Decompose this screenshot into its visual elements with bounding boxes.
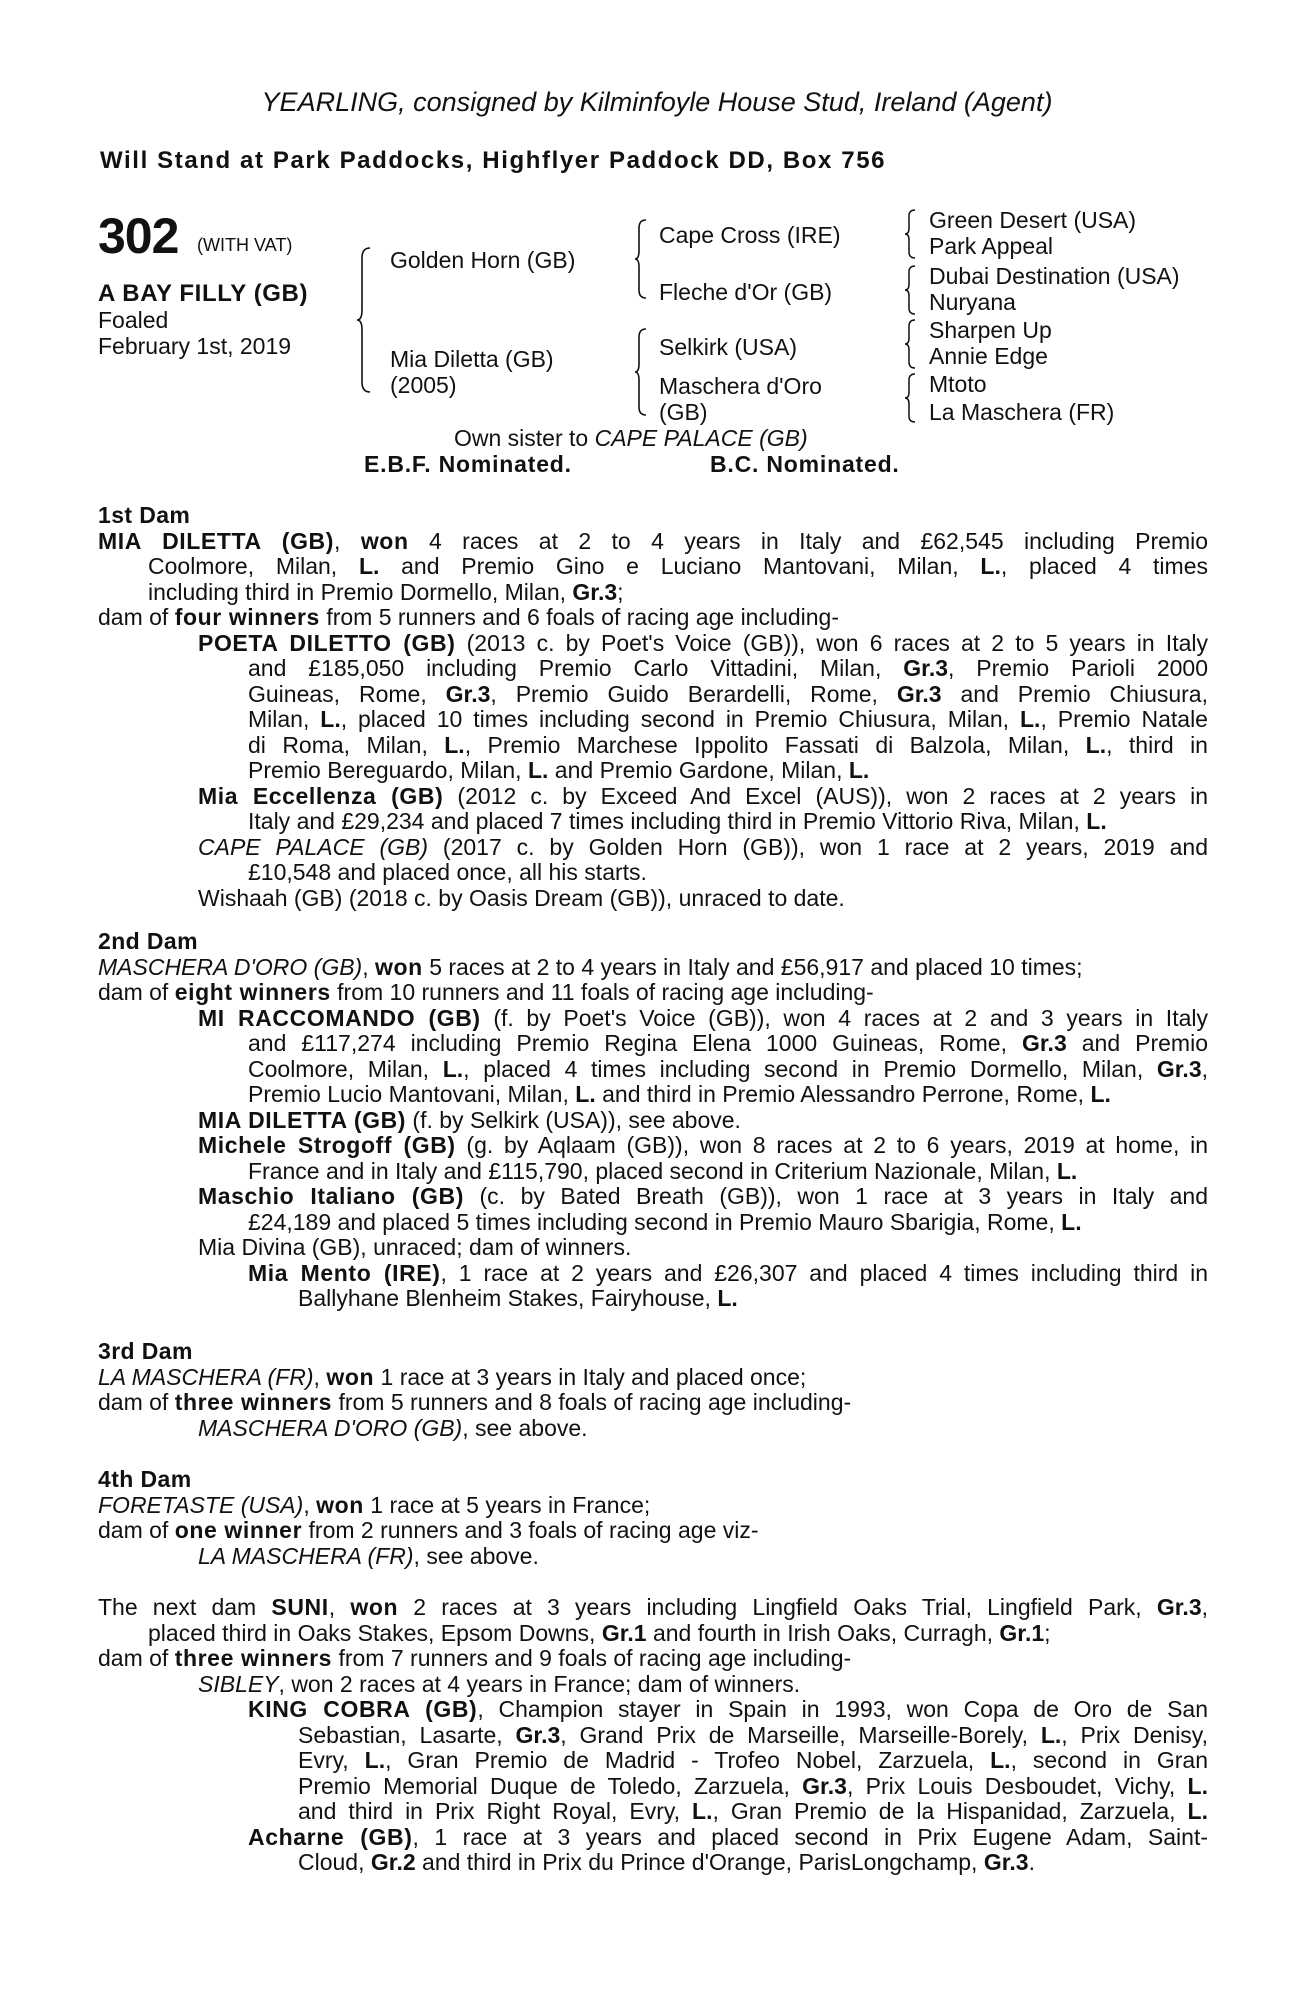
pedigree-brace-1 [356, 246, 372, 394]
dam-year: (2005) [390, 372, 457, 398]
vat-label: (WITH VAT) [197, 235, 293, 255]
sire-sire-name: Cape Cross (IRE) [659, 222, 841, 248]
ancestor-6: Annie Edge [929, 343, 1048, 369]
produce-line: Guineas, Rome, Gr.3, Premio Guido Berardelli, Rome, Gr.3 and Premio Chiusura, [248, 680, 1208, 707]
ancestor-4: Nuryana [929, 289, 1016, 315]
produce-line: £24,189 and placed 5 times including second in Premio Mauro Sbarigia, Rome, L. [248, 1208, 1082, 1235]
ebf-nominated: E.B.F. Nominated. [364, 451, 572, 477]
produce-line: £10,548 and placed once, all his starts. [248, 859, 647, 885]
produce-entry: Mia Eccellenza (GB) (2012 c. by Exceed And Excel (AUS)), won 2 races at 2 years in [198, 782, 1208, 809]
lot-number: 302 [98, 208, 179, 264]
produce-entry: Wishaah (GB) (2018 c. by Oasis Dream (GB)), unraced to date. [198, 884, 845, 911]
foaled-label: Foaled [98, 307, 169, 333]
produce-entry: LA MASCHERA (FR), see above. [198, 1542, 539, 1569]
pedigree-brace-3b [904, 264, 917, 316]
dam-line: LA MASCHERA (FR), won 1 race at 3 years in Italy and placed once; [98, 1363, 807, 1390]
sire-name: Golden Horn (GB) [390, 247, 576, 273]
produce-entry: POETA DILETTO (GB) (2013 c. by Poet's Voice (GB)), won 6 races at 2 to 5 years in Italy [198, 629, 1208, 656]
next-dam-section [98, 1595, 1208, 1876]
pedigree-brace-2a [634, 218, 648, 300]
sire-dam-name: Fleche d'Or (GB) [659, 279, 833, 305]
produce-line: Premio Memorial Duque de Toledo, Zarzuela, Gr.3, Prix Louis Desboudet, Vichy, L. [298, 1772, 1208, 1799]
produce-line: Italy and £29,234 and placed 7 times including third in Premio Vittorio Riva, Milan, L. [248, 808, 1107, 834]
produce-line: Coolmore, Milan, L., placed 4 times including second in Premio Dormello, Milan, Gr.3, [248, 1055, 1209, 1082]
produce-entry: KING COBRA (GB), Champion stayer in Spain in 1993, won Copa de Oro de San [248, 1696, 1208, 1722]
produce-entry: MIA DILETTA (GB) (f. by Selkirk (USA)), see above. [198, 1106, 741, 1133]
dam-line: dam of four winners from 5 runners and 6 foals of racing age including- [98, 604, 840, 630]
produce-line: France and in Italy and £115,790, placed second in Criterium Nazionale, Milan, L. [248, 1157, 1078, 1184]
produce-entry: Acharne (GB), 1 race at 3 years and placed second in Prix Eugene Adam, Saint- [248, 1823, 1208, 1850]
stand-location: Will Stand at Park Paddocks, Highflyer Paddock DD, Box 756 [100, 147, 887, 174]
pedigree-brace-3c [904, 318, 917, 370]
section-heading: 3rd Dam [98, 1338, 193, 1364]
produce-entry: Michele Strogoff (GB) (g. by Aqlaam (GB)), won 8 races at 2 to 6 years, 2019 at home, in [198, 1132, 1208, 1158]
produce-line: and £185,050 including Premio Carlo Vittadini, Milan, Gr.3, Premio Parioli 2000 [248, 655, 1208, 681]
produce-line: Milan, L., placed 10 times including second in Premio Chiusura, Milan, L., Premio Natale [248, 706, 1208, 732]
ancestor-1: Green Desert (USA) [929, 207, 1137, 233]
produce-entry: SIBLEY, won 2 races at 4 years in France; dam of winners. [198, 1670, 801, 1697]
ancestor-3: Dubai Destination (USA) [929, 263, 1180, 289]
section-heading: 1st Dam [98, 502, 191, 528]
dam-line: dam of eight winners from 10 runners and 11 foals of racing age including- [98, 979, 874, 1005]
produce-entry: Mia Mento (IRE), 1 race at 2 years and £26,307 and placed 4 times including third in [248, 1259, 1208, 1286]
dam-line: MIA DILETTA (GB), won 4 races at 2 to 4 years in Italy and £62,545 including Premio [98, 527, 1209, 554]
horse-name: A BAY FILLY (GB) [98, 280, 309, 307]
third-dam-section [98, 1339, 1208, 1441]
dam-name: Mia Diletta (GB) [390, 346, 554, 372]
produce-entry: CAPE PALACE (GB) (2017 c. by Golden Horn (GB)), won 1 race at 2 years, 2019 and [198, 833, 1208, 860]
produce-line: Sebastian, Lasarte, Gr.3, Grand Prix de Marseille, Marseille-Borely, L., Prix Denisy, [298, 1721, 1208, 1748]
produce-entry: Mia Divina (GB), unraced; dam of winners. [198, 1234, 632, 1260]
produce-line: Premio Lucio Mantovani, Milan, L. and third in Premio Alessandro Perrone, Rome, L. [248, 1081, 1111, 1107]
ancestor-2: Park Appeal [929, 233, 1054, 259]
foaled-date: February 1st, 2019 [98, 333, 292, 359]
pedigree-brace-3a [904, 208, 917, 260]
dam-line: dam of one winner from 2 runners and 3 foals of racing age viz- [98, 1517, 759, 1543]
produce-line: di Roma, Milan, L., Premio Marchese Ippolito Fassati di Balzola, Milan, L., third in [248, 731, 1208, 758]
produce-line: Ballyhane Blenheim Stakes, Fairyhouse, L. [298, 1285, 738, 1311]
first-dam-section [98, 503, 1208, 911]
ancestor-8: La Maschera (FR) [929, 399, 1115, 425]
dam-line: placed third in Oaks Stakes, Epsom Downs, Gr.1 and fourth in Irish Oaks, Curragh, Gr.1; [148, 1619, 1051, 1646]
pedigree-brace-2b [634, 327, 648, 417]
produce-line: Cloud, Gr.2 and third in Prix du Prince d'Orange, ParisLongchamp, Gr.3. [298, 1849, 1035, 1875]
dam-line: The next dam SUNI, won 2 races at 3 years including Lingfield Oaks Trial, Lingfield Park, Gr.3, [98, 1594, 1209, 1620]
ancestor-7: Mtoto [929, 371, 987, 397]
second-dam-section [98, 929, 1208, 1312]
dam-line: dam of three winners from 5 runners and 8 foals of racing age including- [98, 1389, 852, 1415]
dam-dam-country: (GB) [659, 399, 708, 425]
produce-line: and third in Prix Right Royal, Evry, L., Gran Premio de la Hispanidad, Zarzuela, L. [298, 1798, 1208, 1824]
section-heading: 4th Dam [98, 1466, 192, 1492]
produce-entry: MASCHERA D'ORO (GB), see above. [198, 1414, 588, 1441]
produce-line: Evry, L., Gran Premio de Madrid - Trofeo Nobel, Zarzuela, L., second in Gran [298, 1747, 1208, 1773]
pedigree-brace-3d [904, 372, 917, 424]
dam-line: dam of three winners from 7 runners and 9 foals of racing age including- [98, 1645, 852, 1671]
dam-dam-name: Maschera d'Oro [659, 373, 822, 399]
produce-line: Premio Bereguardo, Milan, L. and Premio Gardone, Milan, L. [248, 757, 870, 783]
produce-line: and £117,274 including Premio Regina Elena 1000 Guineas, Rome, Gr.3 and Premio [248, 1030, 1208, 1056]
produce-entry: MI RACCOMANDO (GB) (f. by Poet's Voice (GB)), won 4 races at 2 and 3 years in Italy [198, 1004, 1208, 1031]
dam-line: FORETASTE (USA), won 1 race at 5 years in France; [98, 1491, 651, 1518]
dam-line: including third in Premio Dormello, Milan, Gr.3; [148, 578, 624, 605]
dam-line: Coolmore, Milan, L. and Premio Gino e Luciano Mantovani, Milan, L., placed 4 times [148, 553, 1208, 579]
ancestor-5: Sharpen Up [929, 317, 1052, 343]
section-heading: 2nd Dam [98, 928, 198, 954]
dam-line: MASCHERA D'ORO (GB), won 5 races at 2 to 4 years in Italy and £56,917 and placed 10 times; [98, 953, 1083, 980]
produce-entry: Maschio Italiano (GB) (c. by Bated Breath (GB)), won 1 race at 3 years in Italy and [198, 1183, 1209, 1209]
catalogue-header: YEARLING, consigned by Kilminfoyle House Stud, Ireland (Agent) [261, 87, 1053, 117]
own-sister-note: Own sister to CAPE PALACE (GB) [454, 425, 808, 451]
bc-nominated: B.C. Nominated. [710, 451, 900, 477]
dam-sire-name: Selkirk (USA) [659, 334, 798, 360]
fourth-dam-section [98, 1467, 1208, 1569]
